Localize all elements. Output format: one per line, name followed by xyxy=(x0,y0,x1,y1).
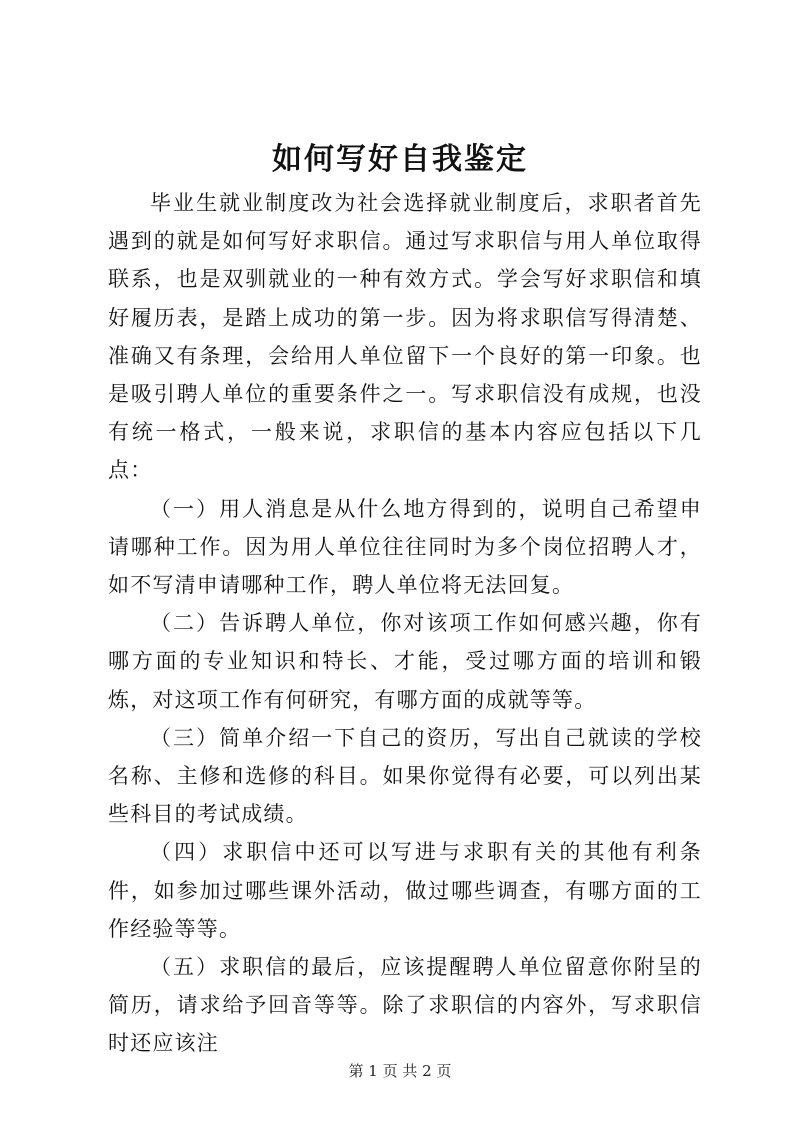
page-title: 如何写好自我鉴定 xyxy=(272,142,528,177)
paragraph-point-3: （三）简单介绍一下自己的资历，写出自己就读的学校名称、主修和选修的科目。如果你觉得有必要，可以列出某些科目的考试成绩。 xyxy=(108,725,702,827)
paragraph-point-2: （二）告诉聘人单位，你对该项工作如何感兴趣，你有哪方面的专业知识和特长、才能，受过哪方面的培训和锻炼，对这项工作有何研究，有哪方面的成就等等。 xyxy=(108,611,702,712)
paragraph-intro: 毕业生就业制度改为社会选择就业制度后，求职者首先遇到的就是如何写好求职信。通过写求职信与用人单位取得联系，也是双驯就业的一种有效方式。学会写好求职信和填好履历表，是踏上成功的第一步。因为将求职信写得清楚、准确又有条理，会给用人单位留下一个良好的第一印象。也是吸引聘人单位的重要条件之一。写求职信没有成规，也没有统一格式，一般来说，求职信的基本内容应包括以下几点： xyxy=(108,191,702,483)
paragraph-point-4: （四）求职信中还可以写进与求职有关的其他有利条件，如参加过哪些课外活动，做过哪些调查，有哪方面的工作经验等等。 xyxy=(108,840,702,941)
page-number-footer: 第 1 页 共 2 页 xyxy=(348,1062,452,1080)
paragraph-point-1: （一）用人消息是从什么地方得到的，说明自己希望申请哪种工作。因为用人单位往往同时为多个岗位招聘人才，如不写清申请哪种工作，聘人单位将无法回复。 xyxy=(108,496,702,598)
paragraph-point-5: （五）求职信的最后，应该提醒聘人单位留意你附呈的简历，请求给予回音等等。除了求职信的内容外，写求职信时还应该注 xyxy=(108,955,702,1056)
document-body xyxy=(108,184,702,1063)
